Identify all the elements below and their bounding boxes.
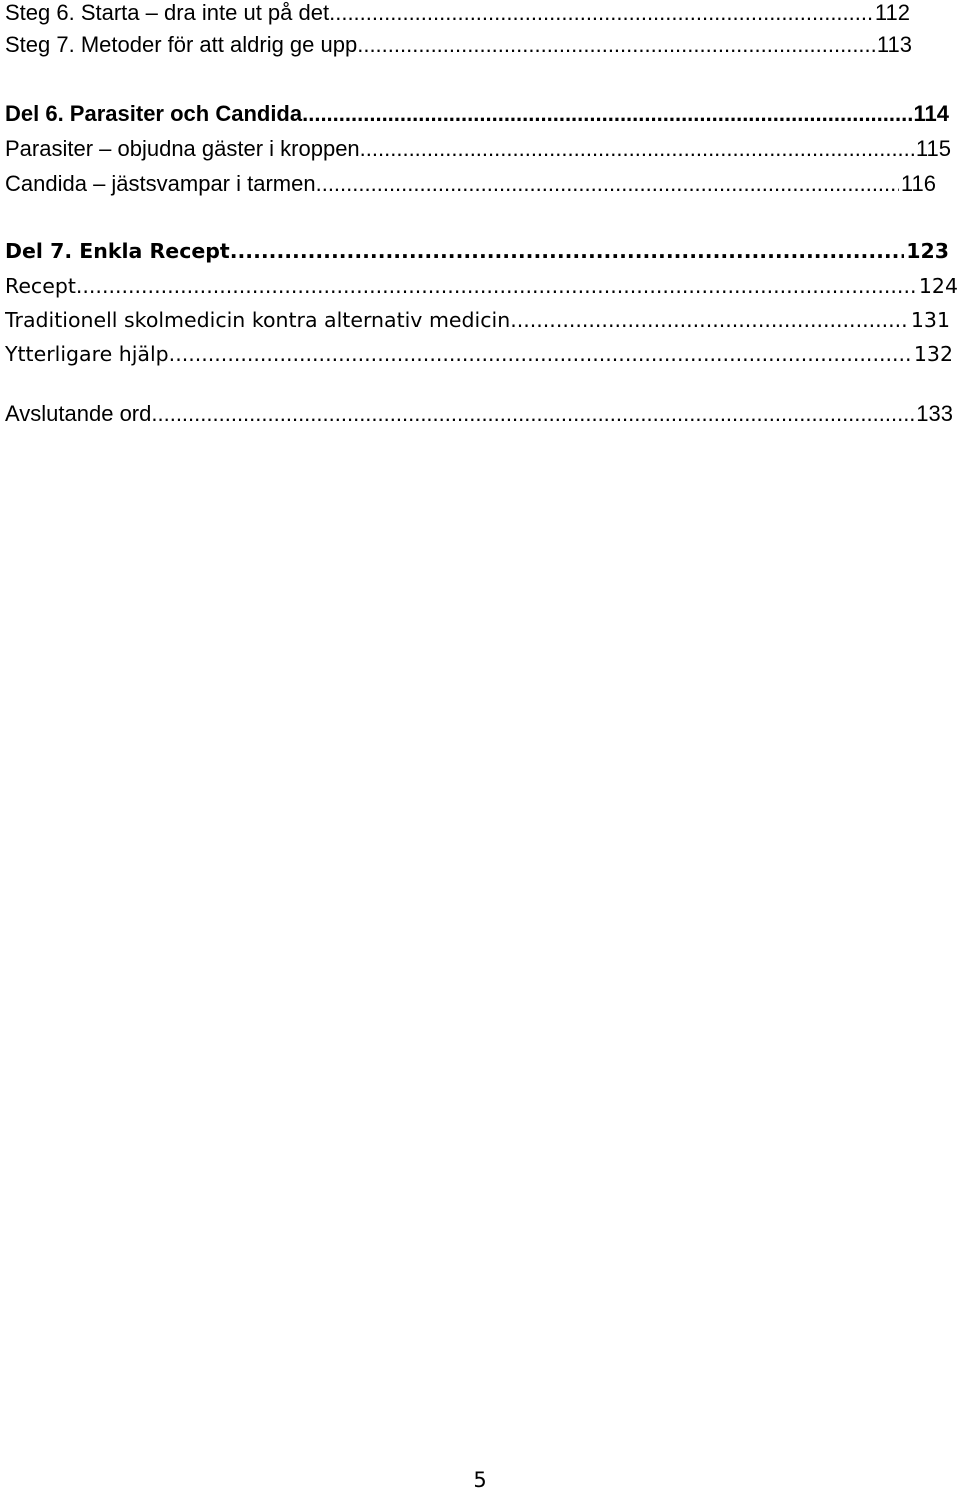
dot-leader (316, 171, 899, 197)
dot-leader (510, 308, 909, 332)
dot-leader (335, 0, 873, 26)
toc-entry-del-7[interactable] (5, 239, 949, 269)
toc-entry-title: Steg 7. Metoder för att aldrig ge upp. (5, 32, 364, 57)
toc-entry-title: Avslutande ord (5, 401, 152, 426)
dot-leader (230, 239, 904, 263)
toc-entry-page: 131 (910, 308, 950, 332)
toc-entry-avslutande[interactable] (5, 401, 953, 431)
toc-entry-del-6[interactable] (5, 101, 949, 131)
toc-entry-title: Traditionell skolmedicin kontra alternativ medicin (5, 308, 511, 332)
toc-entry-title: Recept (5, 274, 76, 298)
dot-leader (302, 101, 911, 127)
toc-entry-steg-7[interactable] (5, 32, 912, 62)
toc-entry-page: 115 (915, 136, 951, 161)
toc-entry-title: Steg 6. Starta – dra inte ut på det. (5, 0, 336, 25)
dot-leader (360, 136, 914, 162)
toc-entry-title: Parasiter – objudna gäster i kroppen (5, 136, 360, 161)
toc-entry-page: 114 (913, 101, 949, 126)
toc-entry-page: 113 (876, 32, 912, 57)
dot-leader (76, 274, 917, 298)
page-number: 5 (473, 1468, 487, 1492)
toc-entry-page: 133 (916, 401, 953, 426)
toc-entry-recept[interactable] (5, 274, 958, 304)
dot-leader (151, 401, 914, 427)
toc-entry-title: Del 6. Parasiter och Candida (5, 101, 303, 126)
dot-leader (363, 32, 875, 58)
toc-entry-page: 112 (874, 0, 910, 25)
toc-entry-page: 124 (918, 274, 958, 298)
toc-entry-page: 132 (913, 342, 953, 366)
toc-entry-title: Del 7. Enkla Recept (5, 239, 230, 263)
toc-entry-parasiter[interactable] (5, 136, 951, 166)
toc-entry-page: 116 (900, 171, 936, 196)
dot-leader (169, 342, 912, 366)
toc-entry-page: 123 (906, 239, 949, 263)
toc-entry-title: Candida – jästsvampar i tarmen (5, 171, 316, 196)
toc-entry-candida[interactable] (5, 171, 936, 201)
toc-entry-traditionell[interactable] (5, 308, 950, 338)
toc-entry-title: Ytterligare hjälp (5, 342, 169, 366)
toc-entry-steg-6[interactable] (5, 0, 910, 30)
toc-entry-ytterligare[interactable] (5, 342, 953, 372)
